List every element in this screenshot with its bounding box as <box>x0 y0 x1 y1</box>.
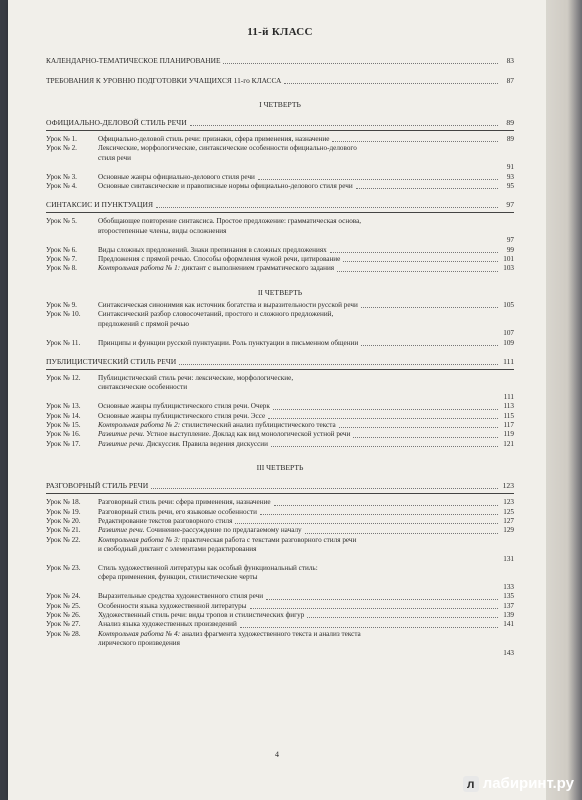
lesson-entry <box>46 630 514 658</box>
lesson-line <box>98 217 514 226</box>
lesson-number: Урок № 8. <box>46 264 77 273</box>
lesson-body <box>98 412 514 421</box>
lesson-text <box>98 374 293 383</box>
lesson-text <box>98 545 256 554</box>
section-rule <box>46 493 514 494</box>
toc-entry-planning <box>46 56 514 66</box>
lesson-type: Развитие речи. <box>98 430 145 439</box>
quarter-heading-3: III ЧЕТВЕРТЬ <box>256 463 304 473</box>
leader-dots <box>258 179 498 180</box>
lesson-number: Урок № 6. <box>46 245 77 254</box>
toc-page-number: 119 <box>503 430 514 439</box>
lesson-title: Предложения с прямой речью. Способы оформления чужой речи, цитирование <box>98 255 341 264</box>
lesson-line <box>98 639 514 648</box>
toc-page-number: 135 <box>503 592 514 601</box>
lesson-text <box>98 217 361 226</box>
lesson-title: Основные синтаксические и правописные нормы официально-делового стиля речи <box>98 182 353 191</box>
leader-dots <box>337 271 498 272</box>
lesson-entry <box>46 246 514 255</box>
toc-page-number: 111 <box>503 356 514 366</box>
lesson-body <box>98 421 514 430</box>
lesson-title: практическая работа с текстами разговорного стиля речи <box>180 535 357 544</box>
lesson-title: предложений с прямой речью <box>98 319 189 328</box>
leader-dots <box>361 307 498 308</box>
lesson-type: Развитие речи. <box>98 439 145 448</box>
lesson-text <box>98 430 350 439</box>
toc-entry-label: ТРЕБОВАНИЯ К УРОВНЮ ПОДГОТОВКИ УЧАЩИХСЯ 11-го КЛАССА <box>46 76 282 85</box>
lesson-text <box>98 255 340 264</box>
lesson-text <box>98 310 333 319</box>
lesson-body <box>98 508 514 517</box>
lesson-type: Контрольная работа № 4: <box>98 629 181 638</box>
lesson-entry <box>46 620 514 629</box>
leader-dots <box>250 608 498 609</box>
book-page <box>8 0 546 800</box>
toc-page-number: 125 <box>503 507 514 516</box>
toc-page-number: 107 <box>503 329 514 338</box>
lesson-text <box>98 412 265 421</box>
lesson-text <box>98 620 237 629</box>
lesson-title: Сочинение-рассуждение по предлагаемому началу <box>144 526 302 535</box>
lesson-entry <box>46 310 514 338</box>
toc-page-number: 95 <box>506 182 514 191</box>
lesson-line <box>98 402 514 411</box>
quarter-heading-1: I ЧЕТВЕРТЬ <box>259 100 301 109</box>
leader-dots <box>223 63 498 64</box>
lesson-title: Особенности языка художественной литературы <box>98 601 247 610</box>
toc-page-number: 117 <box>503 420 514 429</box>
lesson-text <box>98 639 180 648</box>
section-rule <box>46 130 514 131</box>
lesson-text <box>98 421 336 430</box>
lesson-entry <box>46 374 514 402</box>
lesson-text <box>98 573 257 582</box>
toc-entry-requirements <box>46 76 514 86</box>
toc-page-number: 89 <box>506 118 514 127</box>
section-syntax <box>46 200 514 210</box>
lesson-text <box>98 320 189 329</box>
lesson-entry <box>46 217 514 245</box>
lesson-text <box>98 182 353 191</box>
lesson-entry <box>46 440 514 449</box>
lesson-text <box>98 301 358 310</box>
lesson-line <box>98 573 514 582</box>
lesson-title: Художественный стиль речи: виды тропов и стилистических фигур <box>98 611 305 620</box>
labirint-logo-icon: л <box>463 776 479 792</box>
toc-page-number: 89 <box>506 135 514 143</box>
toc-entry-label: СИНТАКСИС И ПУНКТУАЦИЯ <box>46 200 154 210</box>
lesson-body <box>98 182 514 191</box>
toc-page-number: 113 <box>503 402 514 411</box>
lesson-title: Виды сложных предложений. Знаки препинания в сложных предложениях <box>98 245 327 254</box>
lesson-body <box>98 564 514 592</box>
lesson-number: Урок № 28. <box>46 629 81 638</box>
section-publicistic-style <box>46 357 514 367</box>
lesson-body <box>98 264 514 273</box>
lesson-entry <box>46 536 514 564</box>
lesson-body <box>98 430 514 439</box>
lesson-title: Разговорный стиль речи: сфера применения, назначение <box>98 498 271 507</box>
lesson-line <box>98 620 514 629</box>
lesson-number: Урок № 7. <box>46 255 77 264</box>
lesson-line <box>98 536 514 545</box>
lesson-title: сфера применения, функции, стилистические черты <box>98 573 258 582</box>
lesson-text <box>98 630 361 639</box>
lesson-number: Урок № 15. <box>46 420 81 429</box>
lesson-number: Урок № 23. <box>46 564 81 572</box>
lesson-title: Устное выступление. Доклад как вид монологической устной речи <box>144 430 351 439</box>
lesson-page-line <box>98 329 514 338</box>
lesson-body <box>98 217 514 245</box>
lesson-entry <box>46 135 514 144</box>
leader-dots <box>353 437 498 438</box>
lesson-number: Урок № 17. <box>46 439 81 448</box>
toc-page-number: 129 <box>503 526 514 535</box>
lesson-number: Урок № 1. <box>46 135 77 143</box>
lesson-line <box>98 498 514 507</box>
lesson-line <box>98 246 514 255</box>
lesson-body <box>98 602 514 611</box>
toc-page-number: 141 <box>503 620 514 629</box>
leader-dots <box>271 446 498 447</box>
lesson-title: Выразительные средства художественного стиля речи <box>98 592 264 601</box>
toc-page-number: 105 <box>503 300 514 309</box>
toc-page-number: 131 <box>503 554 514 563</box>
lesson-title: Лексические, морфологические, синтаксические особенности официально-делового <box>98 144 357 153</box>
lesson-entry <box>46 592 514 601</box>
leader-dots <box>356 188 498 189</box>
lesson-line <box>98 611 514 620</box>
lesson-text <box>98 536 356 545</box>
lesson-number: Урок № 27. <box>46 620 81 629</box>
lesson-text <box>98 144 357 153</box>
lesson-type: Развитие речи. <box>98 526 145 535</box>
lesson-number: Урок № 22. <box>46 535 81 544</box>
toc-page-number: 127 <box>503 516 514 525</box>
lesson-title: Редактирование текстов разговорного стиля <box>98 516 233 525</box>
lesson-number: Урок № 25. <box>46 601 81 610</box>
toc-page-number: 137 <box>503 601 514 610</box>
lesson-body <box>98 440 514 449</box>
lesson-body <box>98 620 514 629</box>
lesson-entry <box>46 264 514 273</box>
toc-page-number: 123 <box>503 498 514 507</box>
lesson-entry <box>46 255 514 264</box>
lesson-number: Урок № 10. <box>46 310 81 319</box>
lesson-body <box>98 301 514 310</box>
lesson-line <box>98 383 514 392</box>
lesson-entry <box>46 430 514 439</box>
lesson-text <box>98 592 263 601</box>
lesson-line <box>98 564 514 573</box>
lesson-number: Урок № 5. <box>46 217 77 226</box>
lesson-entry <box>46 173 514 182</box>
lesson-text <box>98 135 329 144</box>
toc-page-number: 93 <box>506 172 514 181</box>
toc-page-number: 91 <box>506 163 514 172</box>
lesson-title: стилистический анализ публицистического текста <box>180 420 336 429</box>
lesson-body <box>98 611 514 620</box>
lesson-number: Урок № 13. <box>46 402 81 411</box>
lesson-text <box>98 526 302 535</box>
lesson-title: Стиль художественной литературы как особый функциональный стиль: <box>98 564 318 572</box>
toc-page-number: 123 <box>502 481 514 491</box>
lesson-title: Обобщающее повторение синтаксиса. Простое предложение: грамматическая основа, <box>98 217 362 226</box>
lesson-number: Урок № 11. <box>46 338 81 347</box>
lesson-entry <box>46 144 514 172</box>
leader-dots <box>274 505 498 506</box>
leader-dots <box>190 125 498 126</box>
toc-page-number: 99 <box>506 245 514 254</box>
section-rule <box>46 212 514 213</box>
leader-dots <box>240 627 498 628</box>
lesson-line <box>98 339 514 348</box>
lesson-title: Дискуссия. Правила ведения дискуссии <box>144 439 268 448</box>
lesson-text <box>98 383 187 392</box>
leader-dots <box>179 364 498 365</box>
lesson-line <box>98 517 514 526</box>
lesson-line <box>98 173 514 182</box>
toc-page-number: 97 <box>506 236 514 245</box>
lesson-title: Разговорный стиль речи, его языковые особенности <box>98 507 257 516</box>
toc-page-number: 97 <box>506 200 514 210</box>
lesson-type: Контрольная работа № 1: <box>98 264 181 273</box>
lesson-body <box>98 517 514 526</box>
lesson-line <box>98 182 514 191</box>
toc-entry-label: РАЗГОВОРНЫЙ СТИЛЬ РЕЧИ <box>46 481 149 491</box>
lesson-entry <box>46 421 514 430</box>
leader-dots <box>305 533 498 534</box>
lesson-line <box>98 255 514 264</box>
lesson-page-line <box>98 163 514 172</box>
toc-page-number: 109 <box>503 338 514 347</box>
lesson-entry <box>46 498 514 507</box>
lesson-entry <box>46 339 514 348</box>
lesson-number: Урок № 12. <box>46 373 81 382</box>
lesson-line <box>98 592 514 601</box>
lesson-body <box>98 526 514 535</box>
leader-dots <box>330 252 498 253</box>
lesson-line <box>98 144 514 153</box>
lesson-entry <box>46 526 514 535</box>
leader-dots <box>339 427 498 428</box>
section-colloquial-style <box>46 481 514 491</box>
lesson-number: Урок № 4. <box>46 182 77 191</box>
section-official-style <box>46 118 514 128</box>
lesson-entry <box>46 402 514 411</box>
lesson-line <box>98 602 514 611</box>
lesson-title: Основные жанры официально-делового стиля речи <box>98 172 255 181</box>
lesson-body <box>98 592 514 601</box>
lesson-text <box>98 227 226 236</box>
lesson-title: Официально-деловой стиль речи: признаки, сфера применения, назначение <box>98 135 330 143</box>
lesson-body <box>98 630 514 658</box>
lesson-title: анализ фрагмента художественного текста и анализ текста <box>180 629 361 638</box>
lesson-entry <box>46 508 514 517</box>
lesson-line <box>98 320 514 329</box>
page-title: 11-й КЛАСС <box>247 26 313 38</box>
toc-page-number: 139 <box>503 611 514 620</box>
table-of-contents <box>46 26 514 658</box>
lesson-text <box>98 173 255 182</box>
lesson-body <box>98 339 514 348</box>
lesson-entry <box>46 564 514 592</box>
lesson-line <box>98 421 514 430</box>
lesson-number: Урок № 21. <box>46 526 81 535</box>
lesson-line <box>98 526 514 535</box>
lesson-title: лирического произведения <box>98 639 180 648</box>
lesson-text <box>98 339 358 348</box>
leader-dots <box>156 207 498 208</box>
lesson-body <box>98 402 514 411</box>
quarter-heading-2: II ЧЕТВЕРТЬ <box>257 287 303 297</box>
lesson-text <box>98 402 270 411</box>
lesson-title: Анализ языка художественных произведений <box>98 620 237 629</box>
lesson-number: Урок № 16. <box>46 430 81 439</box>
lesson-text <box>98 602 247 611</box>
toc-entry-label: ПУБЛИЦИСТИЧЕСКИЙ СТИЛЬ РЕЧИ <box>46 356 177 366</box>
leader-dots <box>284 83 498 84</box>
lesson-line <box>98 135 514 144</box>
toc-page-number: 121 <box>503 439 514 448</box>
lesson-number: Урок № 26. <box>46 611 81 620</box>
lesson-title: Синтаксическая синонимия как источник богатства и выразительности русской речи <box>98 300 358 309</box>
leader-dots <box>307 617 498 618</box>
toc-page-number: 83 <box>506 56 514 65</box>
lesson-line <box>98 440 514 449</box>
lesson-number: Урок № 20. <box>46 516 81 525</box>
lesson-title: и свободный диктант с элементами редактирования <box>98 545 257 554</box>
lesson-number: Урок № 2. <box>46 144 77 153</box>
lesson-body <box>98 374 514 402</box>
lesson-text <box>98 508 257 517</box>
toc-page-number: 133 <box>503 582 514 591</box>
lesson-line <box>98 301 514 310</box>
lesson-entry <box>46 301 514 310</box>
lesson-text <box>98 246 327 255</box>
lesson-line <box>98 545 514 554</box>
toc-entry-label: КАЛЕНДАРНО-ТЕМАТИЧЕСКОЕ ПЛАНИРОВАНИЕ <box>46 56 221 65</box>
lesson-body <box>98 246 514 255</box>
section-rule <box>46 369 514 370</box>
lesson-line <box>98 154 514 163</box>
lesson-type: Контрольная работа № 3: <box>98 535 181 544</box>
lesson-title: Основные жанры публицистического стиля речи. Очерк <box>98 402 270 411</box>
lesson-title: Принципы и функции русской пунктуации. Роль пунктуации в письменном общении <box>98 338 359 347</box>
leader-dots <box>332 141 498 142</box>
lesson-text <box>98 154 131 163</box>
lesson-text <box>98 264 334 273</box>
lesson-title: второстепенные члены, виды осложнения <box>98 226 227 235</box>
lesson-line <box>98 412 514 421</box>
lesson-body <box>98 144 514 172</box>
lesson-line <box>98 508 514 517</box>
lesson-line <box>98 430 514 439</box>
lesson-line <box>98 630 514 639</box>
lesson-line <box>98 227 514 236</box>
spacer <box>46 66 514 76</box>
lesson-entry <box>46 611 514 620</box>
lesson-text <box>98 517 232 526</box>
lesson-page-line <box>98 236 514 245</box>
leader-dots <box>273 409 498 410</box>
watermark-text: лабиринт.ру <box>482 774 574 792</box>
lesson-line <box>98 264 514 273</box>
lesson-entry <box>46 182 514 191</box>
watermark <box>463 775 574 792</box>
next-page-edge <box>546 0 582 800</box>
lesson-text <box>98 498 271 507</box>
leader-dots <box>266 599 498 600</box>
lesson-body <box>98 498 514 507</box>
lesson-page-line <box>98 555 514 564</box>
leader-dots <box>151 488 498 489</box>
leader-dots <box>268 418 498 419</box>
lesson-title: синтаксические особенности <box>98 383 188 392</box>
lesson-body <box>98 536 514 564</box>
toc-page-number: 111 <box>503 392 514 401</box>
lesson-text <box>98 611 304 620</box>
toc-entry-label: ОФИЦИАЛЬНО-ДЕЛОВОЙ СТИЛЬ РЕЧИ <box>46 118 187 127</box>
lesson-entry <box>46 412 514 421</box>
lesson-number: Урок № 24. <box>46 592 81 601</box>
lesson-body <box>98 255 514 264</box>
toc-body <box>46 56 514 658</box>
lesson-text <box>98 440 268 449</box>
lesson-line <box>98 310 514 319</box>
lesson-number: Урок № 18. <box>46 498 81 507</box>
lesson-number: Урок № 19. <box>46 507 81 516</box>
lesson-page-line <box>98 583 514 592</box>
lesson-number: Урок № 14. <box>46 411 81 420</box>
leader-dots <box>260 514 498 515</box>
lesson-entry <box>46 602 514 611</box>
lesson-title: Публицистический стиль речи: лексические, морфологические, <box>98 373 294 382</box>
toc-page-number: 87 <box>506 76 514 85</box>
lesson-text <box>98 564 318 573</box>
leader-dots <box>361 345 498 346</box>
lesson-body <box>98 135 514 144</box>
lesson-body <box>98 310 514 338</box>
lesson-number: Урок № 3. <box>46 172 77 181</box>
leader-dots <box>343 261 498 262</box>
lesson-type: Контрольная работа № 2: <box>98 420 181 429</box>
lesson-number: Урок № 9. <box>46 300 77 309</box>
lesson-entry <box>46 517 514 526</box>
toc-page-number: 143 <box>503 648 514 657</box>
lesson-page-line <box>98 649 514 658</box>
lesson-line <box>98 374 514 383</box>
lesson-title: стиля речи <box>98 153 131 162</box>
toc-page-number: 115 <box>503 411 514 420</box>
toc-page-number: 101 <box>503 255 514 264</box>
lesson-page-line <box>98 393 514 402</box>
toc-page-number: 103 <box>503 264 514 273</box>
lesson-body <box>98 173 514 182</box>
page-number: 4 <box>275 750 279 759</box>
leader-dots <box>235 523 498 524</box>
lesson-title: Основные жанры публицистического стиля речи. Эссе <box>98 411 266 420</box>
lesson-title: Синтаксический разбор словосочетаний, простого и сложного предложений, <box>98 310 334 319</box>
lesson-title: диктант с выполнением грамматического задания <box>180 264 335 273</box>
